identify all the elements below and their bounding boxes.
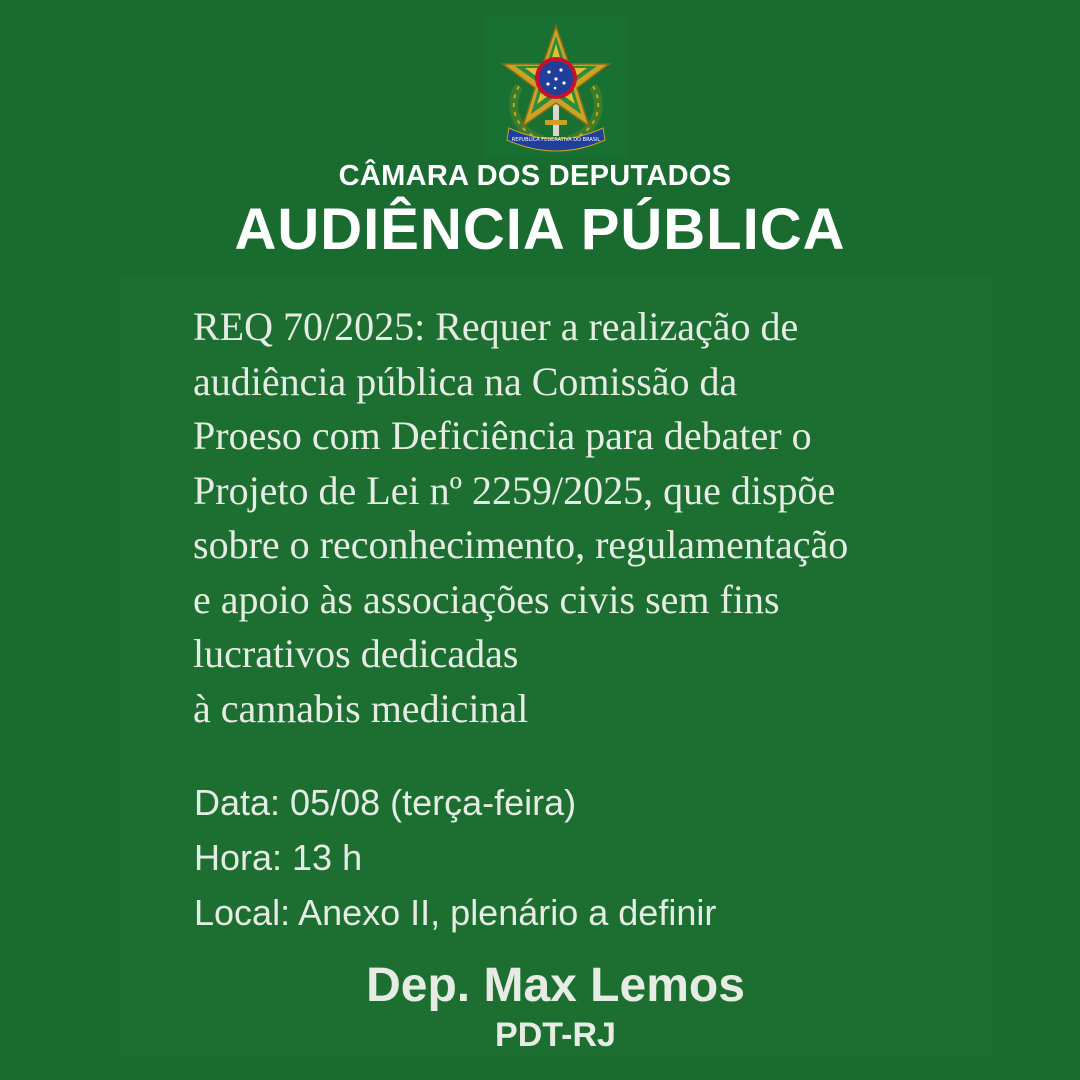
- request-line: lucrativos dedicadas: [193, 631, 519, 676]
- request-line: Projeto de Lei nº 2259/2025, que dispõe: [193, 467, 836, 513]
- request-line: e apoio às associações civis sem fins: [193, 576, 780, 622]
- request-line: audiência pública na Comissão da: [193, 358, 738, 404]
- request-line: REQ 70/2025: Requer a realização de: [193, 304, 799, 349]
- brazil-coat-of-arms-icon: [491, 16, 621, 156]
- institution-name: CÂMARA DOS DEPUTADOS: [338, 160, 732, 192]
- event-details: [194, 775, 716, 940]
- deputy-name: Dep. Max Lemos: [366, 959, 745, 1012]
- request-line: sobre o reconhecimento, regulamentação: [193, 522, 849, 567]
- announcement-card: [119, 278, 992, 1056]
- event-time: Hora: 13 h: [194, 837, 363, 878]
- emblem-motto: REPUBLICA FEDERATIVA DO BRASIL: [511, 137, 601, 143]
- request-line: à cannabis medicinal: [193, 685, 529, 731]
- event-date: Data: 05/08 (terça-feira): [194, 782, 577, 823]
- deputy-party: PDT-RJ: [495, 1016, 616, 1054]
- event-title: AUDIÊNCIA PÚBLICA: [234, 197, 846, 262]
- request-description: [193, 300, 983, 736]
- request-line: Proeso com Deficiência para debater o: [193, 413, 812, 458]
- coat-of-arms-emblem: [485, 15, 627, 157]
- event-location: Local: Anexo II, plenário a definir: [194, 892, 717, 933]
